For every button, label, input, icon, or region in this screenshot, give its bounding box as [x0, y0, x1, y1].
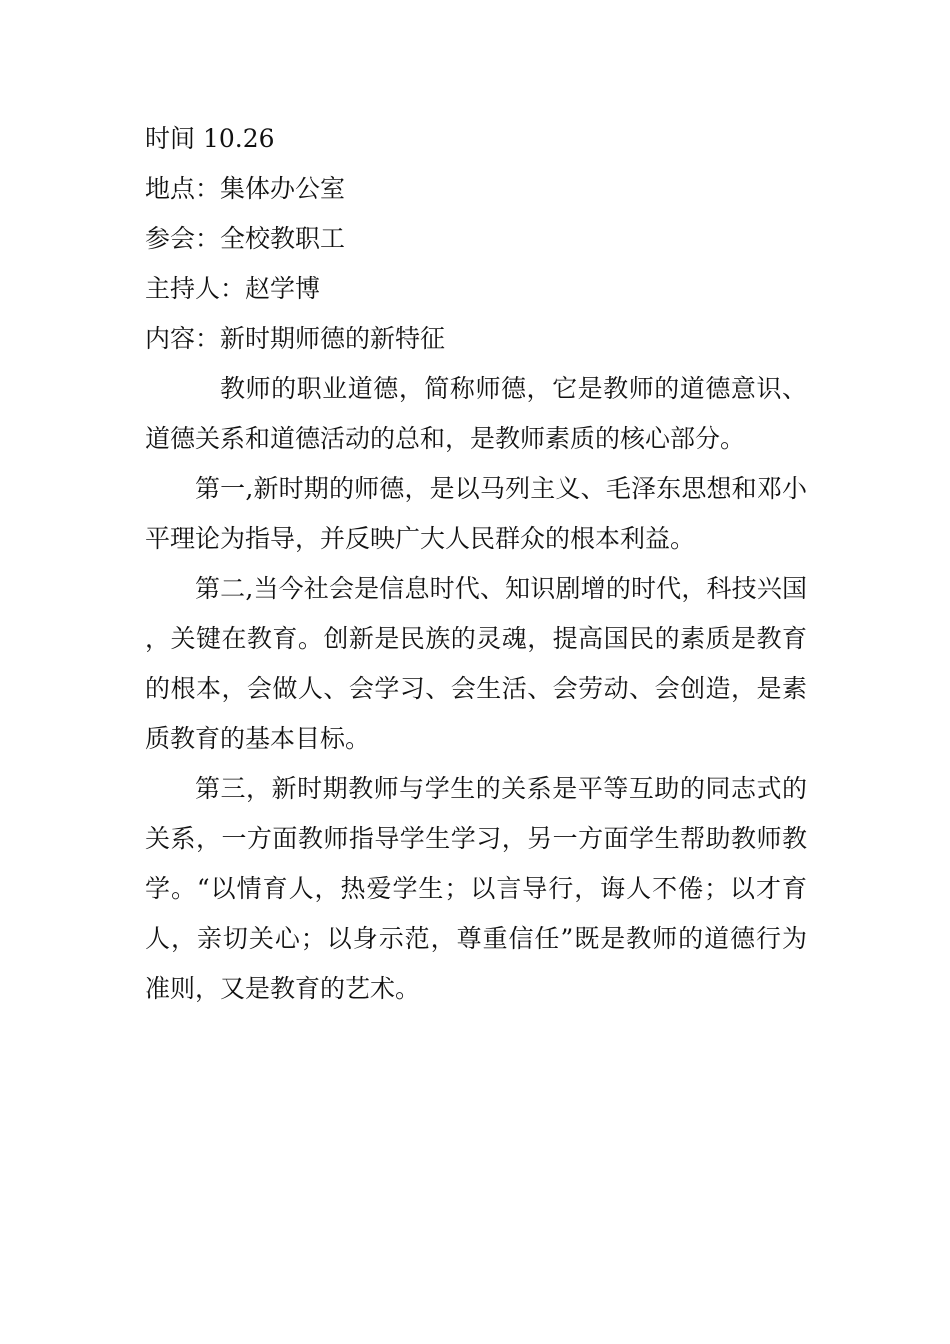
meeting-attendees: 参会：全校教职工 — [145, 224, 346, 253]
paragraph-third: 第三，新时期教师与学生的关系是平等互助的同志式的关系，一方面教师指导学生学习，另一方面学生帮助教师教学。“以情育人，热爱学生；以言导行，诲人不倦；以才育人，亲切关心；以身示范，尊重信任”既是教师的道德行为准则，又是教育的艺术。 — [145, 774, 807, 1003]
meeting-content: 内容：新时期师德的新特征 — [145, 324, 446, 353]
paragraph-intro: 教师的职业道德，简称师德，它是教师的道德意识、道德关系和道德活动的总和，是教师素质的核心部分。 — [145, 374, 807, 453]
meeting-place: 地点：集体办公室 — [145, 174, 346, 203]
paragraph-second: 第二,当今社会是信息时代、知识剧增的时代，科技兴国，关键在教育。创新是民族的灵魂，提高国民的素质是教育的根本，会做人、会学习、会生活、会劳动、会创造，是素质教育的基本目标。 — [145, 574, 807, 753]
meeting-host: 主持人：赵学博 — [145, 274, 321, 303]
meeting-time: 时间 10.26 — [145, 124, 275, 153]
document-page — [145, 114, 807, 1014]
paragraph-first: 第一,新时期的师德，是以马列主义、毛泽东思想和邓小平理论为指导，并反映广大人民群众的根本利益。 — [145, 474, 807, 553]
